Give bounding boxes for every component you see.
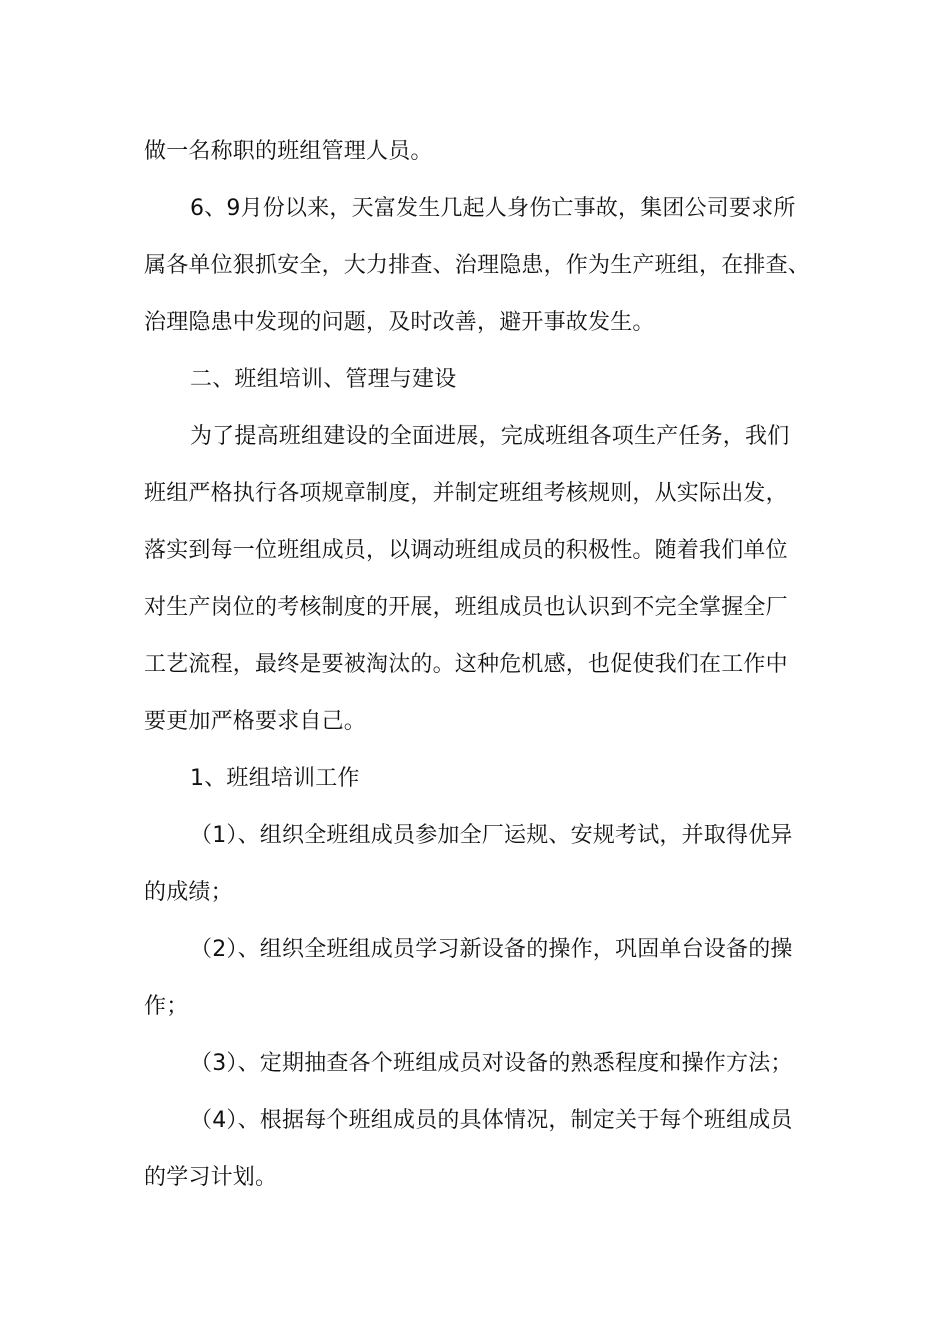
list-item: （1）、组织全班组成员参加全厂运规、安规考试，并取得优异 (190, 823, 793, 848)
section-heading: 二、班组培训、管理与建设 (190, 367, 457, 392)
text-line: 落实到每一位班组成员，以调动班组成员的积极性。随着我们单位 (144, 538, 788, 563)
text-line: 班组严格执行各项规章制度，并制定班组考核规则，从实际出发， (144, 481, 788, 506)
list-item: （2）、组织全班组成员学习新设备的操作，巩固单台设备的操 (190, 937, 793, 962)
list-item: （3）、定期抽查各个班组成员对设备的熟悉程度和操作方法； (190, 1051, 793, 1076)
text-line: 的学习计划。 (144, 1165, 278, 1190)
text-line: 做一名称职的班组管理人员。 (144, 139, 433, 164)
text-line: 的成绩； (144, 880, 233, 905)
text-line: 要更加严格要求自己。 (144, 709, 367, 734)
text-line: 治理隐患中发现的问题，及时改善，避开事故发生。 (144, 310, 655, 335)
text-line: 工艺流程，最终是要被淘汰的。这种危机感，也促使我们在工作中 (144, 652, 788, 677)
list-item: （4）、根据每个班组成员的具体情况，制定关于每个班组成员 (190, 1108, 793, 1133)
text-line: 属各单位狠抓安全，大力排查、治理隐患，作为生产班组，在排查、 (144, 253, 811, 278)
text-line: 为了提高班组建设的全面进展，完成班组各项生产任务，我们 (190, 424, 790, 449)
text-line: 对生产岗位的考核制度的开展，班组成员也认识到不完全掌握全厂 (144, 595, 788, 620)
text-line: 作； (144, 994, 189, 1019)
subsection-heading: 1、班组培训工作 (190, 766, 360, 791)
text-line: 6、9月份以来，天富发生几起人身伤亡事故，集团公司要求所 (190, 196, 796, 221)
